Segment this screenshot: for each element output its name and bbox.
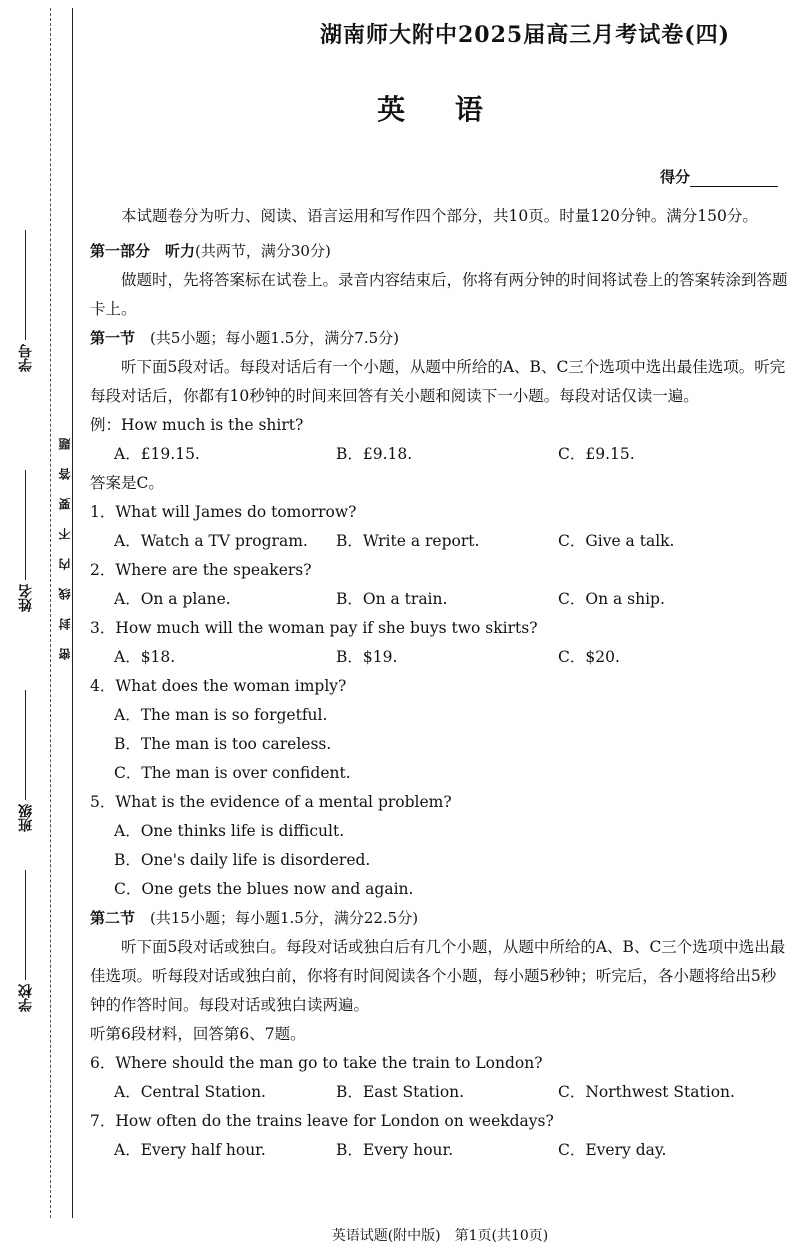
option-b[interactable]: B．$19.: [336, 648, 398, 666]
option-a[interactable]: A．Every half hour.: [114, 1141, 266, 1159]
cut-line: [50, 8, 51, 1218]
intro-text: 本试题卷分为听力、阅读、语言运用和写作四个部分，共10页。时量120分钟。满分150分。: [121, 207, 758, 225]
option-c[interactable]: C．One gets the blues now and again.: [114, 880, 414, 898]
question-5: 5．What is the evidence of a mental problem?: [90, 793, 452, 811]
question-4: 4．What does the woman imply?: [90, 677, 347, 695]
option-b[interactable]: B．The man is too careless.: [114, 735, 332, 753]
binding-margin: [0, 0, 80, 1260]
question-6: 6．Where should the man go to take the train to London?: [90, 1054, 543, 1072]
option-b[interactable]: B．Write a report.: [336, 532, 480, 550]
question-3-options: [90, 643, 790, 672]
example-options: A．£19.15. B．£9.18. C．£9.15.: [114, 445, 635, 463]
question-2-options: [90, 585, 790, 614]
school-field[interactable]: 学校: [16, 870, 46, 1012]
section2-instruction: 听下面5段对话或独白。每段对话或独白后有几个小题，从题中所给的A、B、C三个选项中选出最佳选项。听每段对话或独白前，你将有时间阅读各个小题，每小题5秒钟；听完后，各小题将给出5秒钟的作答时间。每段对话或独白读两遍。: [90, 938, 786, 1014]
seal-notice: 密封线内不要答题: [58, 420, 72, 660]
option-a[interactable]: A．$18.: [114, 648, 176, 666]
question-7-options: [90, 1136, 790, 1165]
option-a[interactable]: A．On a plane.: [114, 590, 231, 608]
question-1-options: [90, 527, 790, 556]
option-c[interactable]: C．Every day.: [558, 1141, 667, 1159]
name-field[interactable]: 姓名: [16, 470, 46, 612]
option-c[interactable]: C．$20.: [558, 648, 620, 666]
material-note: 听第6段材料，回答第6、7题。: [90, 1025, 306, 1043]
section1-instruction: 听下面5段对话。每段对话后有一个小题，从题中所给的A、B、C三个选项中选出最佳选项。听完每段对话后，你都有10秒钟的时间来回答有关小题和阅读下一小题。每段对话仅读一遍。: [90, 358, 786, 405]
option-a[interactable]: A．Central Station.: [114, 1083, 266, 1101]
section2-heading: 第二节 (共15小题；每小题1.5分，满分22.5分): [90, 909, 419, 927]
exam-page: [90, 0, 790, 1260]
part1-heading: 第一部分 听力(共两节，满分30分): [90, 242, 331, 260]
question-1: 1．What will James do tomorrow?: [90, 503, 357, 521]
option-c[interactable]: C．Give a talk.: [558, 532, 675, 550]
question-3: 3．How much will the woman pay if she buys two skirts?: [90, 619, 538, 637]
subject-title: 英 语: [377, 93, 503, 126]
exam-title: 湖南师大附中2025届高三月考试卷(四): [320, 22, 731, 48]
option-a[interactable]: A．Watch a TV program.: [114, 532, 308, 550]
class-field[interactable]: 班级: [16, 690, 46, 832]
option-b[interactable]: B．East Station.: [336, 1083, 465, 1101]
student-id-field[interactable]: 学号: [16, 230, 46, 372]
option-a[interactable]: A．One thinks life is difficult.: [114, 822, 345, 840]
option-c[interactable]: C．On a ship.: [558, 590, 665, 608]
part1-instruction: 做题时，先将答案标在试卷上。录音内容结束后，你将有两分钟的时间将试卷上的答案转涂到答题卡上。: [90, 271, 788, 318]
option-b[interactable]: B．One's daily life is disordered.: [114, 851, 371, 869]
exam-body: [90, 202, 790, 1165]
page-footer: 英语试题(附中版) 第1页(共10页): [331, 1228, 549, 1244]
option-a[interactable]: A．The man is so forgetful.: [114, 706, 328, 724]
option-c[interactable]: C．The man is over confident.: [114, 764, 351, 782]
score-blank[interactable]: [690, 186, 778, 187]
question-6-options: [90, 1078, 790, 1107]
option-b[interactable]: B．Every hour.: [336, 1141, 454, 1159]
option-b[interactable]: B．On a train.: [336, 590, 448, 608]
example-question: 例：How much is the shirt?: [90, 416, 304, 434]
question-2: 2．Where are the speakers?: [90, 561, 312, 579]
section1-heading: 第一节 (共5小题；每小题1.5分，满分7.5分): [90, 329, 399, 347]
example-answer: 答案是C。: [90, 474, 164, 492]
question-7: 7．How often do the trains leave for London on weekdays?: [90, 1112, 554, 1130]
option-c[interactable]: C．Northwest Station.: [558, 1083, 735, 1101]
score-field[interactable]: 得分: [660, 166, 778, 187]
